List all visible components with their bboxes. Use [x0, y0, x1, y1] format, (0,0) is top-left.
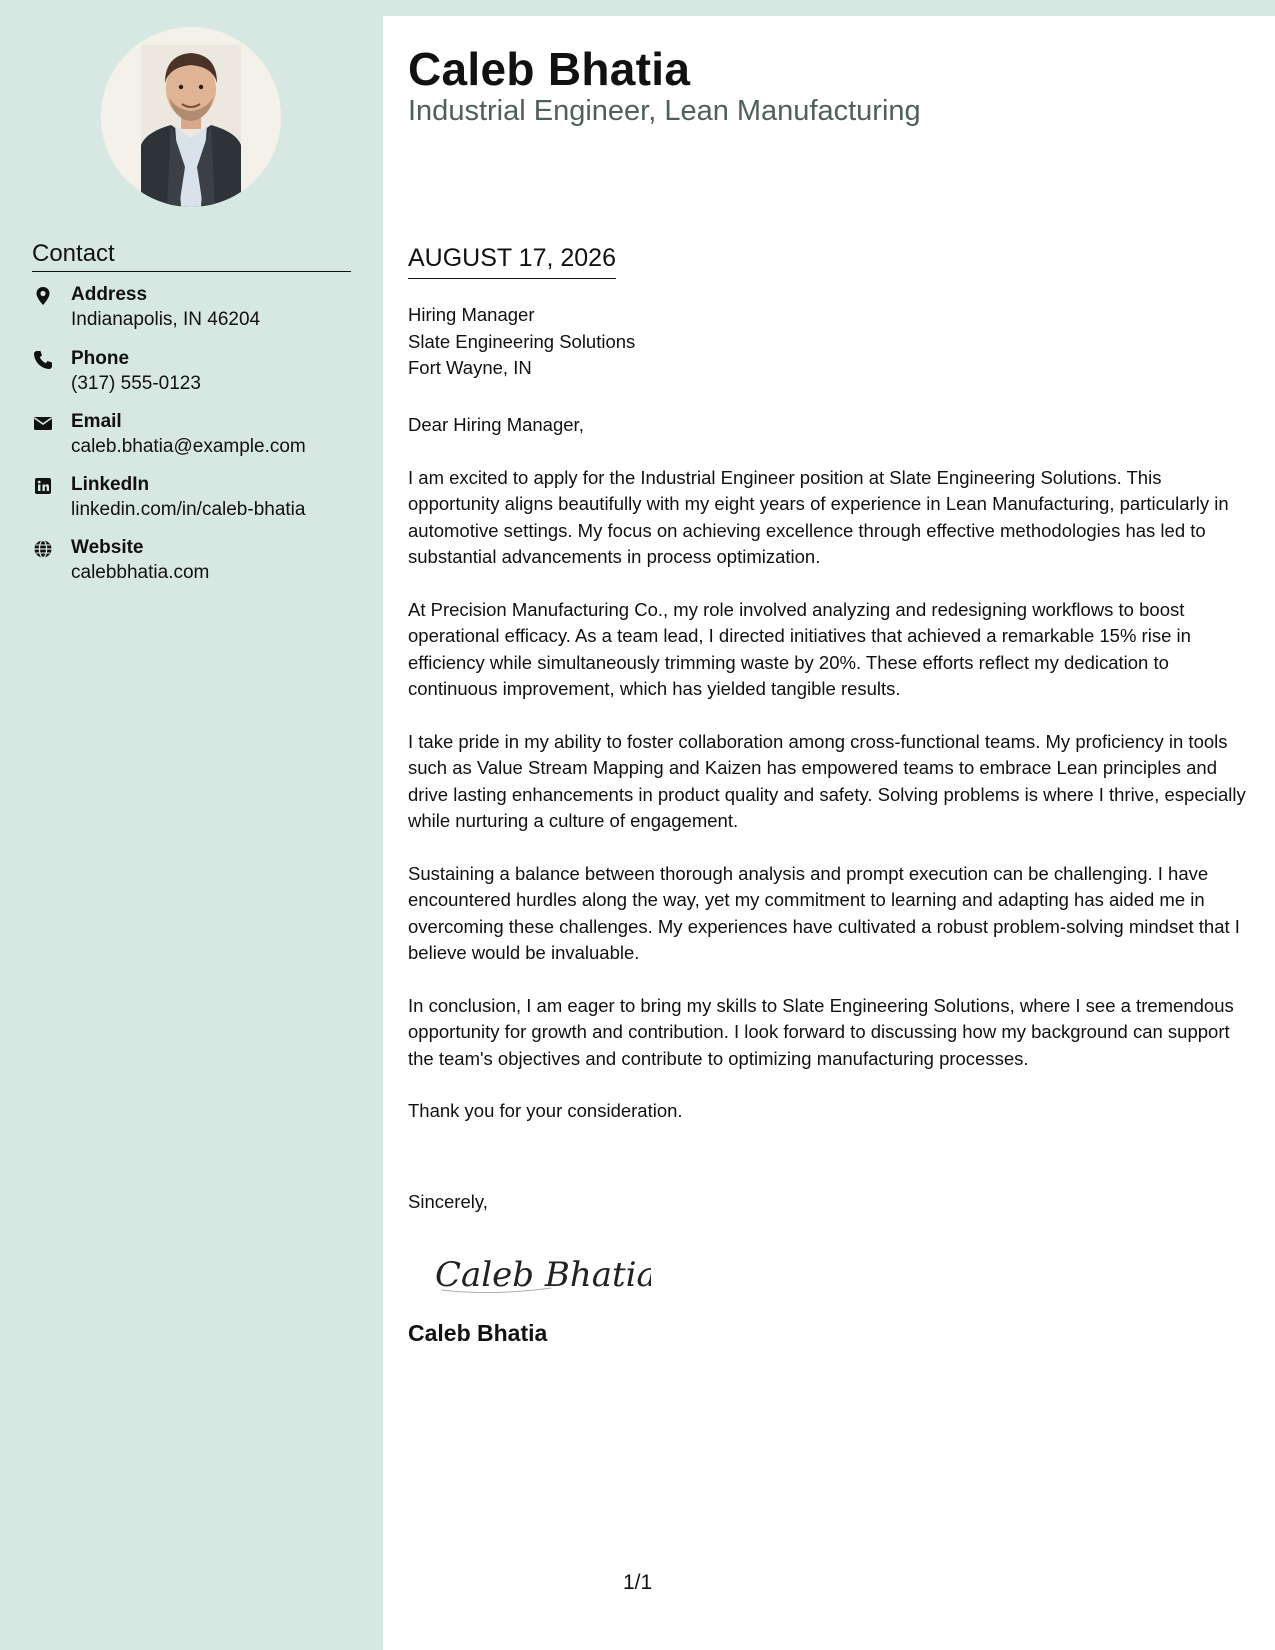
body-paragraph: Sustaining a balance between thorough analysis and prompt execution can be challenging. I have encountered hurdles along the way, yet my commitment to learning and adapting has aided me in overcoming these challenges. My experiences have cultivated a robust problem-solving mindset that I believe would be invaluable. — [408, 862, 1240, 963]
letter-date: AUGUST 17, 2026 — [408, 244, 616, 279]
website-link[interactable]: calebbhatia.com — [71, 562, 210, 583]
profile-photo — [101, 27, 281, 207]
salutation: Dear Hiring Manager, — [408, 414, 584, 435]
signed-name: Caleb Bhatia — [408, 1320, 548, 1346]
map-pin-icon — [32, 285, 54, 307]
linkedin-link[interactable]: linkedin.com/in/caleb-bhatia — [71, 499, 306, 520]
contact-label: Website — [71, 537, 144, 558]
contact-label: Email — [71, 411, 122, 432]
body-paragraph: At Precision Manufacturing Co., my role involved analyzing and redesigning workflows to boost operational efficacy. As a team lead, I directed initiatives that achieved a remarkable 15% rise in efficiency while simultaneously trimming waste by 20%. These efforts reflect my dedication to continuous improvement, which has yielded tangible results. — [408, 598, 1191, 699]
body-paragraph: I take pride in my ability to foster collaboration among cross-functional teams. My proficiency in tools such as Value Stream Mapping and Kaizen has empowered teams to embrace Lean principles and drive lasting enhancements in product quality and safety. Solving problems is where I thrive, especially while nurturing a culture of engagement. — [408, 730, 1246, 831]
envelope-icon — [32, 412, 54, 434]
body-paragraph: I am excited to apply for the Industrial Engineer position at Slate Engineering Solutions. This opportunity aligns beautifully with my eight years of experience in Lean Manufacturing, particularly in automotive settings. My focus on achieving excellence through effective methodologies has led to substantial advancements in process optimization. — [408, 466, 1229, 567]
letter-page — [383, 16, 1275, 1650]
closing: Sincerely, — [408, 1191, 488, 1212]
body-paragraph: Thank you for your consideration. — [408, 1100, 683, 1121]
signature-text: Caleb Bhatia — [435, 1255, 651, 1295]
body-paragraph: In conclusion, I am eager to bring my skills to Slate Engineering Solutions, where I see a tremendous opportunity for growth and contribution. I look forward to discussing how my background can support the team's objectives and contribute to optimizing manufacturing processes. — [408, 994, 1234, 1069]
contact-value: (317) 555-0123 — [71, 373, 201, 394]
phone-icon — [32, 349, 54, 371]
page-number: 1/1 — [623, 1571, 653, 1594]
globe-icon — [32, 538, 54, 560]
recipient-line: Fort Wayne, IN — [408, 357, 532, 378]
contact-label: LinkedIn — [71, 474, 150, 495]
applicant-title: Industrial Engineer, Lean Manufacturing — [408, 95, 921, 127]
applicant-name: Caleb Bhatia — [408, 43, 691, 95]
sidebar — [0, 0, 383, 1650]
recipient-block — [408, 302, 635, 382]
recipient-line: Slate Engineering Solutions — [408, 330, 636, 352]
recipient-line: Hiring Manager — [408, 304, 535, 325]
linkedin-icon — [32, 475, 54, 497]
letter-body — [408, 412, 1258, 1151]
contact-label: Phone — [71, 348, 130, 369]
contact-heading: Contact — [32, 240, 351, 272]
contact-value: Indianapolis, IN 46204 — [71, 309, 261, 330]
handwritten-signature — [431, 1244, 651, 1304]
email-link[interactable]: caleb.bhatia@example.com — [71, 436, 306, 457]
contact-label: Address — [71, 284, 148, 305]
